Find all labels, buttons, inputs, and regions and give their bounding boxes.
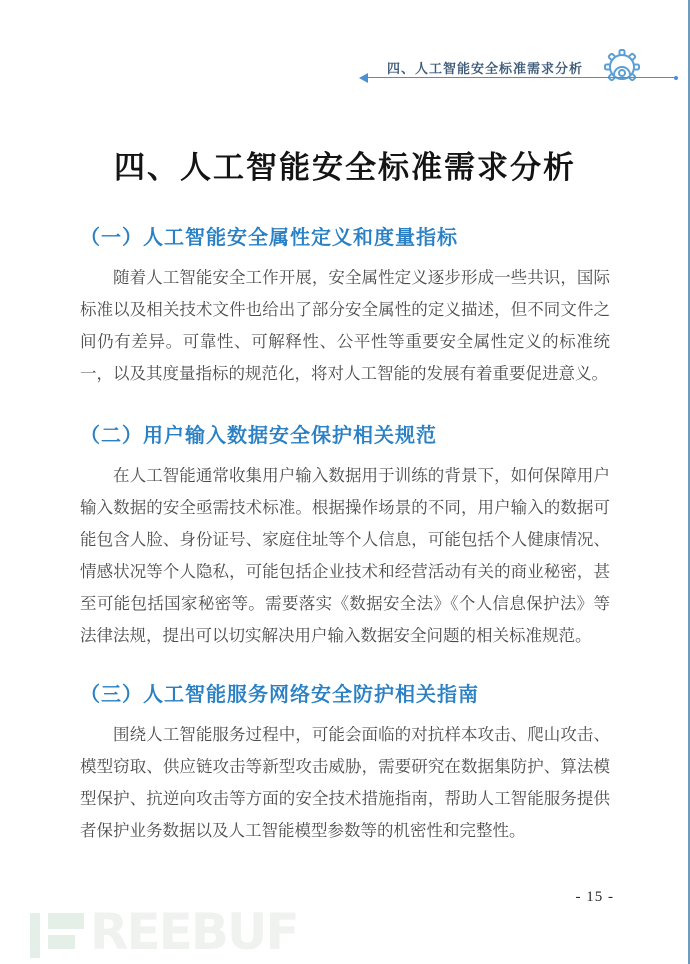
freebuf-watermark-logo [30,903,298,961]
freebuf-logo-bar [30,913,40,958]
running-header-title: 四、人工智能安全标准需求分析 [386,61,583,76]
section-heading-1: （一）人工智能安全属性定义和度量指标 [80,225,458,250]
section-heading-3: （三）人工智能服务网络安全防护相关指南 [80,682,479,707]
section-2-paragraph: 在人工智能通常收集用户输入数据用于训练的背景下，如何保障用户输入数据的安全亟需技术标准。根据操作场景的不同，用户输入的数据可能包含人脸、身份证号、家庭住址等个人信息，可能包括个人健康情况、情感状况等个人隐私，可能包括企业技术和经营活动有关的商业秘密，甚至可能包括国家秘密等。需要落实《数据安全法》《个人信息保护法》等法律法规，提出可以切实解决用户输入数据安全问题的相关标准规范。 [80,466,610,646]
left-arrow-icon [359,73,368,83]
section-1-paragraph: 随着人工智能安全工作开展，安全属性定义逐步形成一些共识，国际标准以及相关技术文件也给出了部分安全属性的定义描述，但不同文件之间仍有差异。可靠性、可解释性、公平性等重要安全属性定义的标准统一，以及其度量指标的规范化，将对人工智能的发展有着重要促进意义。 [80,268,610,384]
section-heading-2: （二）用户输入数据安全保护相关规范 [80,423,437,448]
freebuf-watermark-text: REEBUF [90,903,298,961]
line-end-dot [674,76,678,80]
page-title: 四、人工智能安全标准需求分析 [114,150,576,185]
page-number: - 15 - [575,889,614,905]
header-divider-line [368,77,674,78]
section-3-paragraph: 围绕人工智能服务过程中，可能会面临的对抗样本攻击、爬山攻击、模型窃取、供应链攻击等新型攻击威胁，需要研究在数据集防护、算法模型保护、抗逆向攻击等方面的安全技术措施指南，帮助人工智能服务提供者保护业务数据以及人工智能模型参数等的机密性和完整性。 [80,725,610,841]
